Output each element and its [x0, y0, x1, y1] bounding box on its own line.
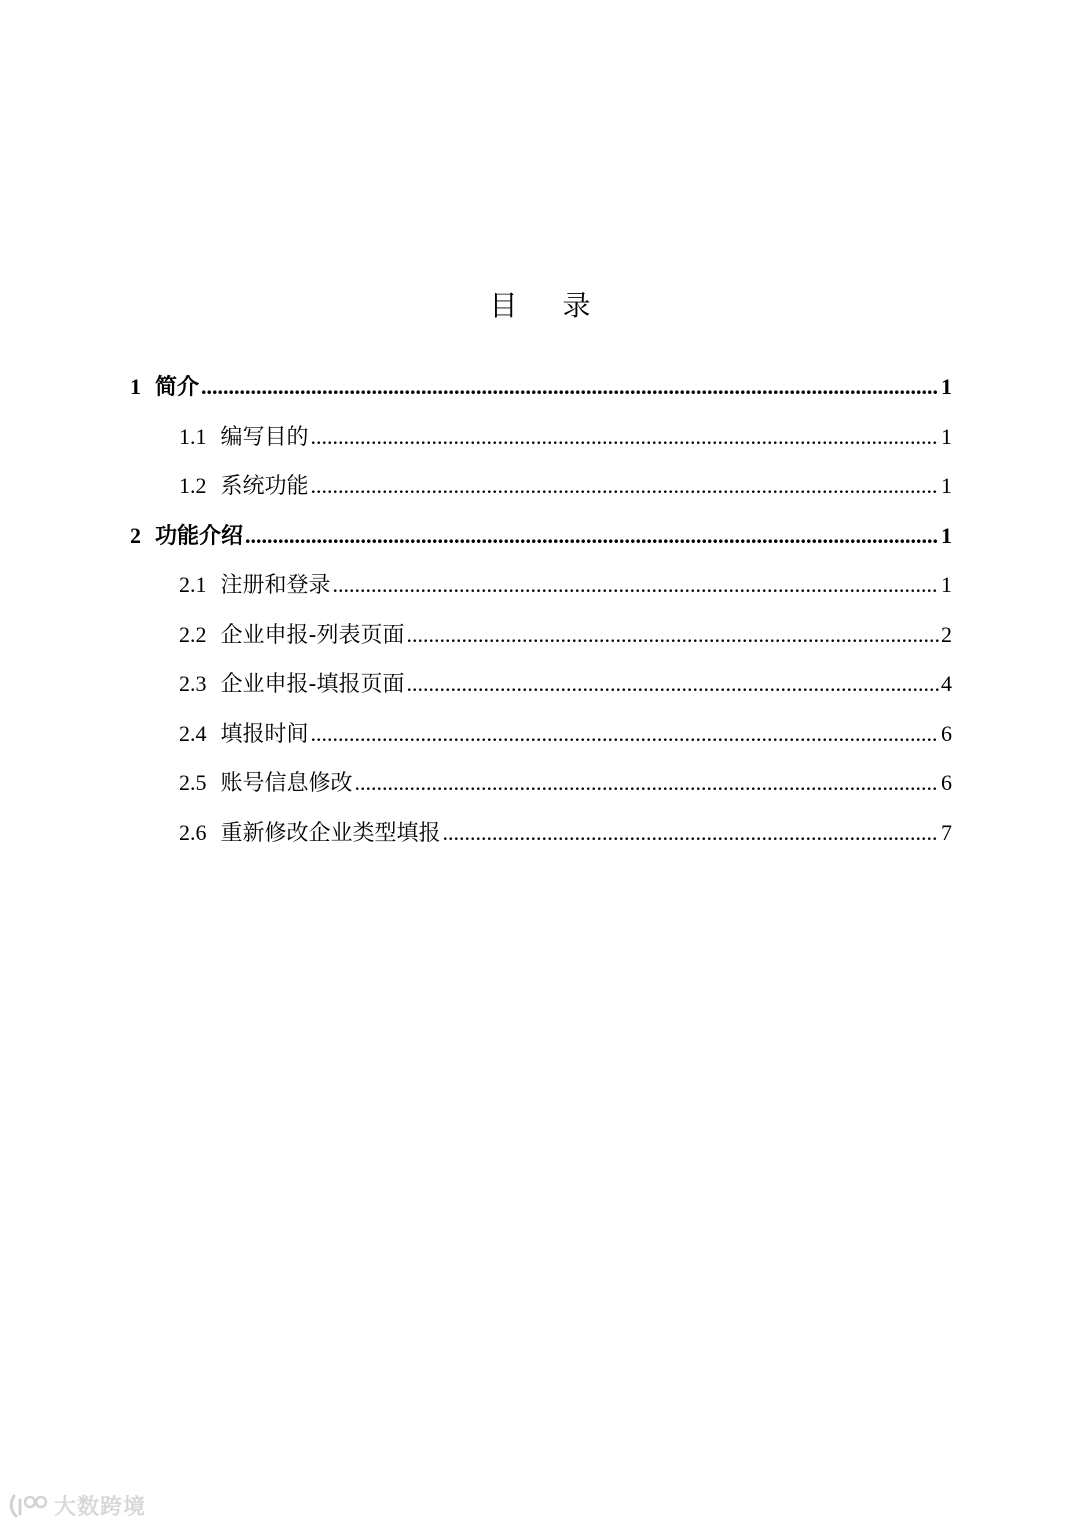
toc-entry-page: 1: [941, 572, 952, 597]
toc-entry-2-2[interactable]: [130, 610, 952, 660]
toc-entry-title: 重新修改企业类型填报: [220, 820, 441, 846]
toc-entry-number: 2.1: [179, 572, 207, 597]
toc-entry-page: 1: [941, 423, 952, 449]
toc-entry-page: 7: [941, 819, 952, 845]
toc-leader-dots: [443, 808, 939, 858]
toc-entry-number: 2.3: [179, 671, 207, 696]
toc-entry-title: 编写目的: [220, 424, 309, 450]
toc-entry-2-3[interactable]: [130, 659, 952, 709]
toc-entry-number: 2.6: [179, 819, 207, 845]
toc-entry-2-5[interactable]: [130, 758, 952, 808]
dashuju-logo-icon: [8, 1492, 48, 1520]
toc-entry-title: 系统功能: [220, 474, 309, 499]
toc-entry-title: 功能介绍: [155, 523, 244, 549]
toc-entry-2-1[interactable]: [130, 560, 952, 610]
toc-leader-dots: [311, 709, 939, 759]
toc-leader-dots: [406, 610, 939, 660]
toc-entry-number: 1.1: [179, 423, 207, 449]
toc-entry-page: 1: [941, 522, 952, 548]
toc-entry-number: 2: [130, 522, 141, 548]
toc-entry-title: 填报时间: [220, 721, 309, 747]
toc-entry-1[interactable]: [130, 362, 952, 412]
toc-entry-page: 6: [941, 770, 952, 795]
toc-entry-page: 2: [941, 621, 952, 647]
toc-entry-title: 企业申报-填报页面: [220, 672, 405, 697]
toc-entry-number: 2.2: [179, 621, 207, 647]
toc-entry-title: 企业申报-列表页面: [220, 622, 405, 648]
toc-entry-number: 2.4: [179, 720, 207, 746]
toc-entry-page: 6: [941, 720, 952, 746]
toc-leader-dots: [245, 511, 939, 561]
toc-entry-page: 4: [941, 671, 952, 696]
toc-entry-1-2[interactable]: [130, 461, 952, 511]
toc-entry-number: 1: [130, 374, 141, 399]
toc-entry-number: 1.2: [179, 473, 207, 498]
toc-entry-title: 简介: [155, 375, 200, 400]
toc-leader-dots: [201, 362, 939, 412]
toc-entry-2-4[interactable]: [130, 709, 952, 759]
toc-entry-number: 2.5: [179, 770, 207, 795]
toc-entry-page: 1: [941, 374, 952, 399]
toc-leader-dots: [311, 412, 939, 462]
table-of-contents: [130, 362, 952, 857]
toc-leader-dots: [333, 560, 939, 610]
toc-entry-1-1[interactable]: [130, 412, 952, 462]
toc-entry-page: 1: [941, 473, 952, 498]
watermark: [8, 1490, 146, 1521]
toc-entry-2-6[interactable]: [130, 808, 952, 858]
toc-entry-title: 注册和登录: [220, 573, 331, 598]
toc-leader-dots: [311, 461, 939, 511]
toc-title: 目 录: [489, 289, 609, 322]
watermark-text: 大数跨境: [54, 1495, 147, 1520]
toc-entry-2[interactable]: [130, 511, 952, 561]
toc-leader-dots: [355, 758, 939, 808]
toc-entry-title: 账号信息修改: [220, 771, 353, 796]
toc-leader-dots: [406, 659, 939, 709]
